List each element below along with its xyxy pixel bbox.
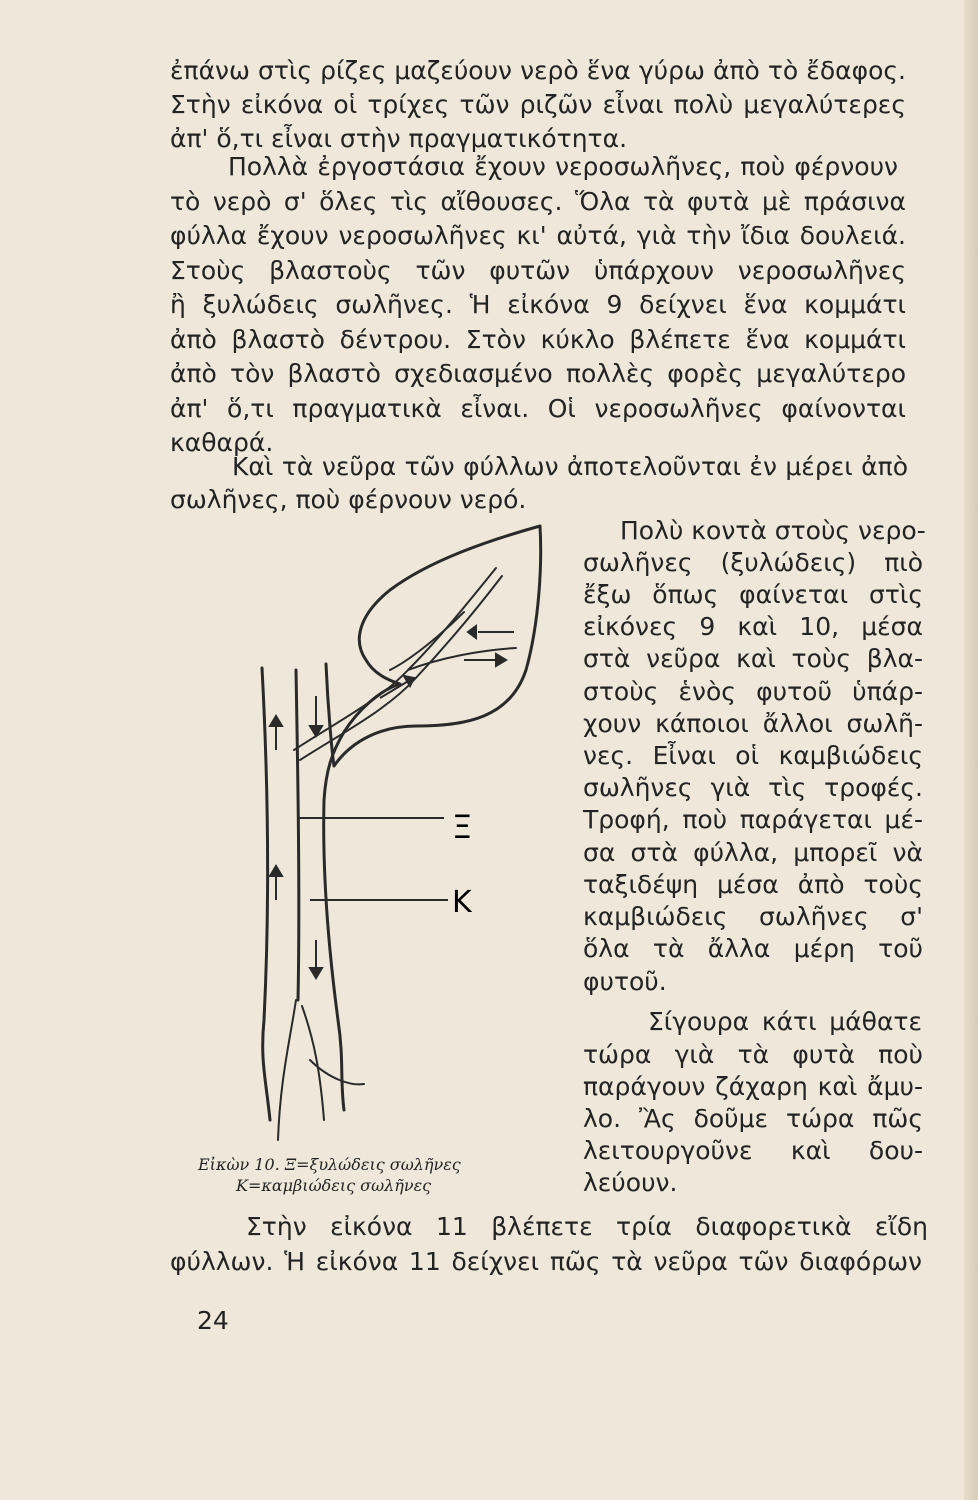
text-line: ἀπ' ὅ,τι πραγματικὰ εἶναι. Οἱ νεροσωλῆνες φαίνονται [170,394,906,423]
column-line: Σίγουρα κάτι μάθατε [648,1007,922,1036]
column-line: στὰ νεῦρα καὶ τοὺς βλα- [583,644,923,673]
text-line: Στὴν εἰκόνα 11 βλέπετε τρία διαφορετικὰ εἴδη [246,1212,928,1241]
column-line: παράγουν ζάχαρη καὶ ἄμυ- [583,1072,923,1101]
text-line: Καὶ τὰ νεῦρα τῶν φύλλων ἀποτελοῦνται ἐν μέρει ἀπὸ [232,452,908,481]
figure-10-diagram [240,520,580,1160]
text-line: φύλλων. Ἡ εἰκόνα 11 δείχνει πῶς τὰ νεῦρα τῶν διαφόρων [170,1247,922,1276]
column-line: τώρα γιὰ τὰ φυτὰ ποὺ [583,1040,923,1069]
column-line: Πολὺ κοντὰ στοὺς νερο- [620,516,926,545]
text-line: ἀπὸ βλαστὸ δέντρου. Στὸν κύκλο βλέπετε ἕνα κομμάτι [170,325,906,354]
column-line: ἔξω ὅπως φαίνεται στὶς [583,580,923,609]
page-edge [964,0,978,1500]
stem-inner-line [296,670,299,1000]
stem-outline-left [262,668,270,1120]
column-line: νες. Εἶναι οἱ καμβιώδεις [583,741,923,770]
text-line: ἀπ' ὅ,τι εἶναι στὴν πραγματικότητα. [170,124,628,153]
column-line: φυτοῦ. [583,967,667,996]
label-k: Κ [452,885,472,920]
text-line: τὸ νερὸ σ' ὅλες τὶς αἴθουσες. Ὅλα τὰ φυτὰ μὲ πράσινα [170,187,906,216]
column-line: ὅλα τὰ ἄλλα μέρη τοῦ [583,934,923,963]
text-line: ἐπάνω στὶς ρίζες μαζεύουν νερὸ ἕνα γύρω ἀπὸ τὸ ἔδαφος. [170,56,906,85]
figure-caption-line-1: Εἰκὼν 10. Ξ=ξυλώδεις σωλῆνες [198,1155,461,1174]
column-line: σωλῆνες (ξυλώδεις) πιὸ [583,548,923,577]
text-line: καθαρά. [170,428,274,457]
label-xi: Ξ [452,808,473,846]
text-line: Στοὺς βλαστοὺς τῶν φυτῶν ὑπάρχουν νεροσωλῆνες [170,256,906,285]
column-line: σωλῆνες γιὰ τὶς τροφές. [583,773,923,802]
text-line: Στὴν εἰκόνα οἱ τρίχες τῶν ριζῶν εἶναι πολὺ μεγαλύτερες [170,90,906,119]
root-lines [278,1000,296,1140]
text-line: φύλλα ἔχουν νεροσωλῆνες κι' αὐτά, γιὰ τὴν ἴδια δουλειά. [170,221,906,250]
column-line: εἰκόνες 9 καὶ 10, μέσα [583,612,923,641]
column-line: σα στὰ φύλλα, μπορεῖ νὰ [583,838,923,867]
text-line: ἢ ξυλώδεις σωλῆνες. Ἡ εἰκόνα 9 δείχνει ἕνα κομμάτι [170,290,906,319]
text-line: Πολλὰ ἐργοστάσια ἔχουν νεροσωλῆνες, ποὺ φέρνουν [228,152,898,181]
text-line: σωλῆνες, ποὺ φέρνουν νερό. [170,485,527,514]
page-number: 24 [197,1306,229,1335]
column-line: στοὺς ἑνὸς φυτοῦ ὑπάρ- [583,677,923,706]
column-line: ταξιδέψη μέσα ἀπὸ τοὺς [583,870,923,899]
column-line: Τροφή, ποὺ παράγεται μέ- [583,805,923,834]
column-line: καμβιώδεις σωλῆνες σ' [583,902,923,931]
column-line: λο. Ἂς δοῦμε τώρα πῶς [583,1104,923,1133]
column-line: λειτουργοῦνε καὶ δου- [583,1136,923,1165]
text-line: ἀπὸ τὸν βλαστὸ σχεδιασμένο πολλὲς φορὲς μεγαλύτερο [170,359,906,388]
column-line: χουν κάποιοι ἄλλοι σωλῆ- [583,709,923,738]
figure-caption-line-2: Κ=καμβιώδεις σωλῆνες [236,1176,432,1195]
column-line: λεύουν. [583,1168,678,1197]
